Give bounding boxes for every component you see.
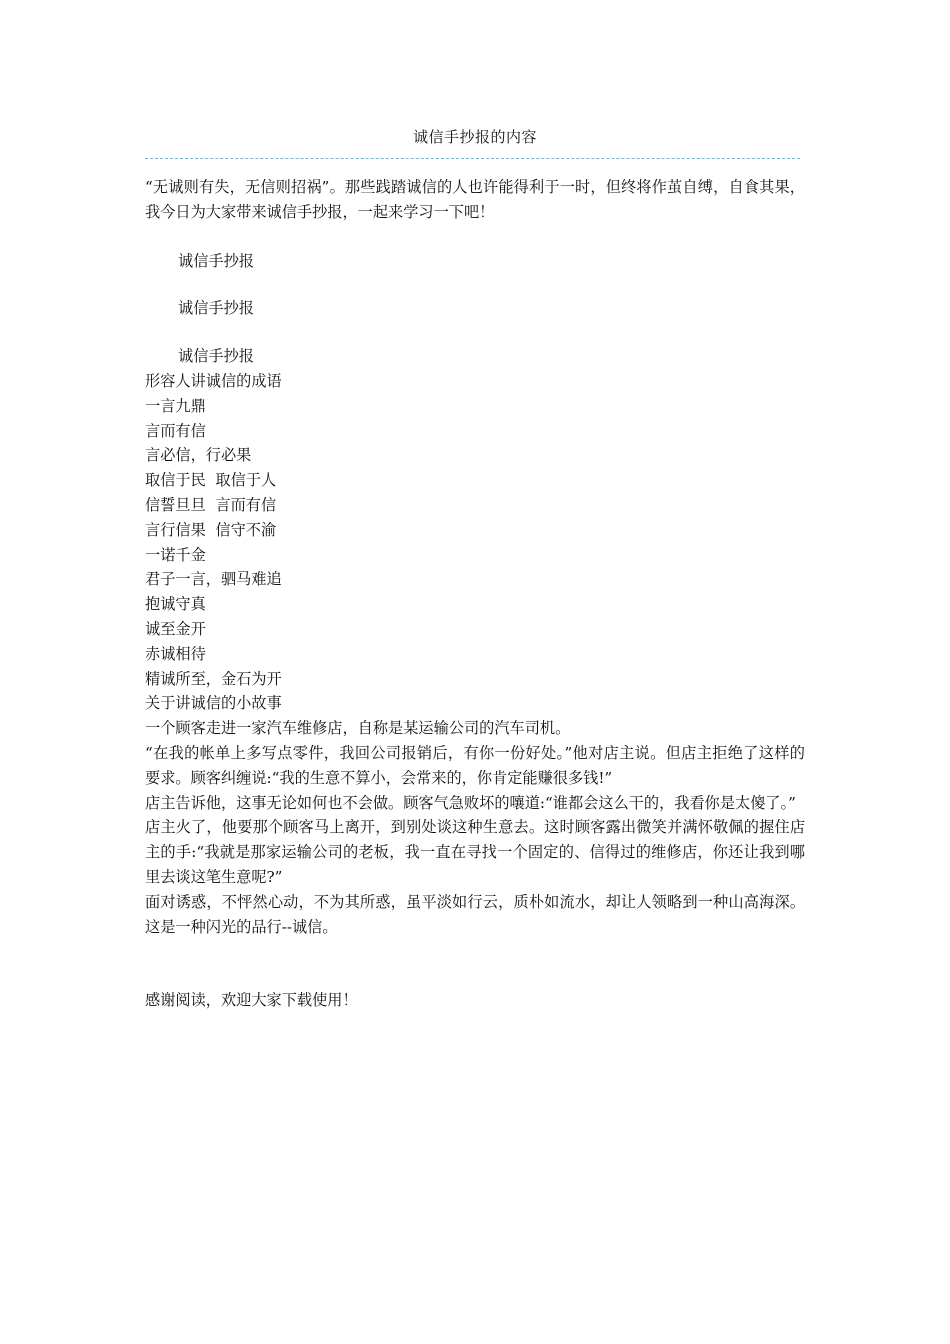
spacer [145,273,805,296]
story-paragraph: 店主告诉他，这事无论如何也不会做。顾客气急败坏的嚷道:“谁都会这么干的，我看你是太傻了。” [145,793,796,812]
image-caption: 诚信手抄报 [178,251,254,270]
image-caption: 诚信手抄报 [178,347,254,366]
idiom-item: 抱诚守真 [145,595,206,614]
story-paragraph: “在我的帐单上多写点零件，我回公司报销后，有你一份好处。”他对店主说。但店主拒绝了这样的要求。顾客纠缠说:“我的生意不算小，会常来的，你肯定能赚很多钱!” [145,743,805,787]
title-divider [145,158,800,159]
spacer [145,321,805,344]
idiom-item: 言而有信 [145,421,206,440]
idiom-item: 取信于民 取信于人 [145,471,277,490]
story-paragraph: 面对诱惑，不怦然心动，不为其所惑，虽平淡如行云，质朴如流水，却让人领略到一种山高海深。这是一种闪光的品行--诚信。 [145,892,805,936]
idiom-item: 信誓旦旦 言而有信 [145,495,277,514]
idiom-item: 精诚所至，金石为开 [145,669,282,688]
story-paragraph: 店主火了，他要那个顾客马上离开，到别处谈这种生意去。这时顾客露出微笑并满怀敬佩的握住店主的手:“我就是那家运输公司的老板，我一直在寻找一个固定的、信得过的维修店，你还让我到哪里去谈这笔生意呢?” [145,818,805,886]
image-caption: 诚信手抄报 [178,299,254,318]
spacer [145,939,805,988]
document-body [145,175,805,1013]
idiom-item: 一言九鼎 [145,396,206,415]
idiom-item: 言必信，行必果 [145,446,252,465]
intro-paragraph: “无诚则有失，无信则招祸”。那些践踏诚信的人也许能得利于一时，但终将作茧自缚，自食其果，我今日为大家带来诚信手抄报，一起来学习一下吧！ [145,178,805,221]
spacer [145,225,805,249]
closing-line: 感谢阅读，欢迎大家下载使用！ [145,991,358,1010]
idiom-item: 言行信果 信守不渝 [145,520,277,539]
document-title: 诚信手抄报的内容 [412,128,537,146]
idiom-item: 君子一言，驷马难追 [145,570,282,589]
idiom-item: 赤诚相待 [145,644,206,663]
story-heading: 关于讲诚信的小故事 [145,694,282,713]
idiom-item: 一诺千金 [145,545,206,564]
idioms-heading: 形容人讲诚信的成语 [145,371,282,390]
story-paragraph: 一个顾客走进一家汽车维修店，自称是某运输公司的汽车司机。 [145,719,571,738]
idiom-item: 诚至金开 [145,619,206,638]
